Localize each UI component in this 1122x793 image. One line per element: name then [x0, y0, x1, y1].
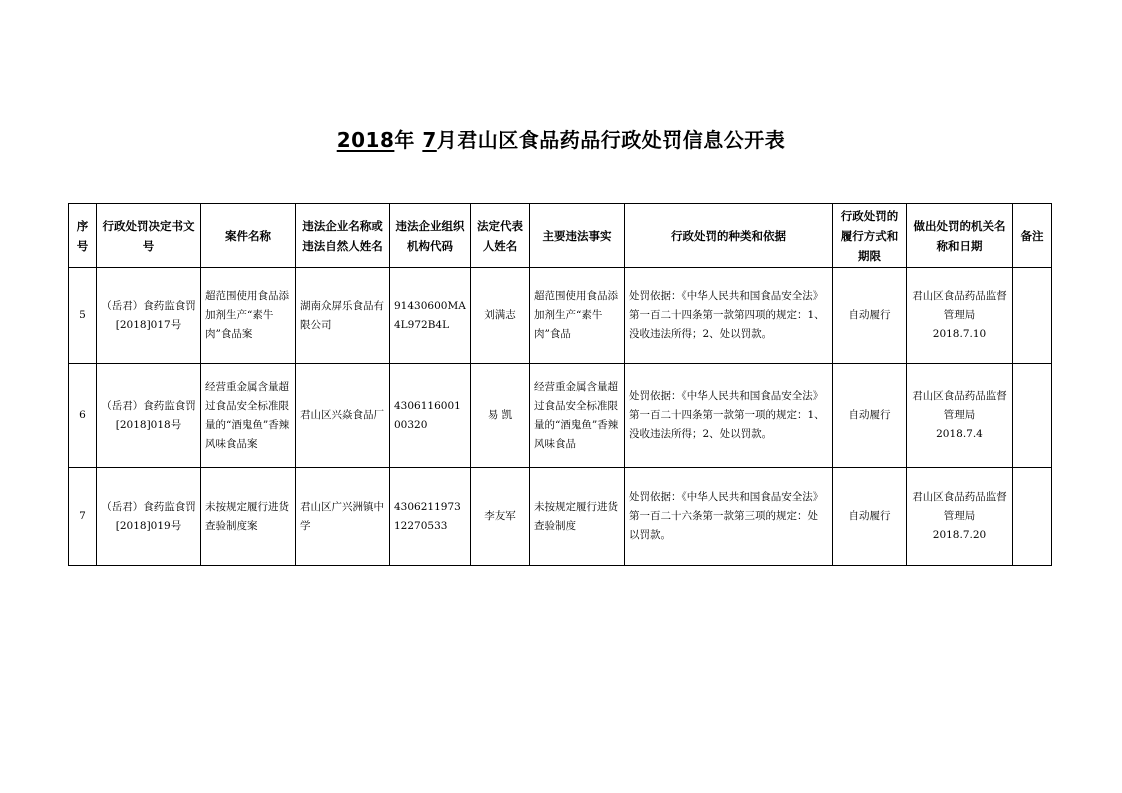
cell-no: 5 — [69, 268, 97, 364]
cell-authority-date — [907, 364, 1013, 468]
col-header-no: 序号 — [69, 204, 97, 268]
table-row — [69, 268, 1052, 364]
cell-case-name: 未按规定履行进货查验制度案 — [201, 468, 296, 566]
title-year: 2018 — [336, 128, 395, 152]
col-header-facts: 主要违法事实 — [530, 204, 625, 268]
title-year-suffix: 年 — [394, 128, 423, 152]
cell-authority-date — [907, 268, 1013, 364]
cell-company: 君山区广兴洲镇中学 — [296, 468, 390, 566]
cell-case-name: 超范围使用食品添加剂生产“素牛肉”食品案 — [201, 268, 296, 364]
cell-no: 6 — [69, 364, 97, 468]
title-month: 7 — [422, 128, 437, 152]
penalty-date: 2018.7.10 — [932, 328, 987, 340]
cell-execution: 自动履行 — [833, 364, 907, 468]
authority-name: 君山区食品药品监督管理局 — [912, 390, 1007, 421]
cell-org-code: 430611600100320 — [390, 364, 471, 468]
cell-org-code: 430621197312270533 — [390, 468, 471, 566]
cell-penalty: 处罚依据：《中华人民共和国食品安全法》第一百二十四条第一款第一项的规定：1、没收违法所得；2、处以罚款。 — [625, 364, 833, 468]
cell-remark — [1013, 468, 1052, 566]
cell-doc-no: （岳君）食药监食罚[2018]018号 — [97, 364, 201, 468]
cell-company: 湖南众屏乐食品有限公司 — [296, 268, 390, 364]
authority-name: 君山区食品药品监督管理局 — [912, 491, 1007, 522]
col-header-doc-no: 行政处罚决定书文号 — [97, 204, 201, 268]
page-title — [0, 124, 1122, 153]
table-row — [69, 468, 1052, 566]
cell-penalty: 处罚依据：《中华人民共和国食品安全法》第一百二十四条第一款第四项的规定：1、没收违法所得；2、处以罚款。 — [625, 268, 833, 364]
table-row — [69, 364, 1052, 468]
col-header-company: 违法企业名称或违法自然人姓名 — [296, 204, 390, 268]
cell-legal-rep: 易 凯 — [471, 364, 530, 468]
cell-org-code: 91430600MA4L972B4L — [390, 268, 471, 364]
col-header-execution: 行政处罚的履行方式和期限 — [833, 204, 907, 268]
cell-penalty: 处罚依据：《中华人民共和国食品安全法》第一百二十六条第一款第三项的规定：处以罚款。 — [625, 468, 833, 566]
cell-authority-date — [907, 468, 1013, 566]
cell-company: 君山区兴焱食品厂 — [296, 364, 390, 468]
col-header-remark: 备注 — [1013, 204, 1052, 268]
col-header-org-code: 违法企业组织机构代码 — [390, 204, 471, 268]
cell-case-name: 经营重金属含量超过食品安全标准限量的“酒鬼鱼”香辣风味食品案 — [201, 364, 296, 468]
cell-execution: 自动履行 — [833, 468, 907, 566]
title-rest: 月君山区食品药品行政处罚信息公开表 — [436, 128, 786, 152]
col-header-penalty: 行政处罚的种类和依据 — [625, 204, 833, 268]
cell-remark — [1013, 268, 1052, 364]
authority-name: 君山区食品药品监督管理局 — [912, 290, 1007, 321]
penalty-info-table — [68, 203, 1052, 566]
cell-facts: 超范围使用食品添加剂生产“素牛肉”食品 — [530, 268, 625, 364]
cell-legal-rep: 李友军 — [471, 468, 530, 566]
cell-doc-no: （岳君）食药监食罚[2018]017号 — [97, 268, 201, 364]
cell-execution: 自动履行 — [833, 268, 907, 364]
table-header-row — [69, 204, 1052, 268]
cell-facts: 经营重金属含量超过食品安全标准限量的“酒鬼鱼”香辣风味食品 — [530, 364, 625, 468]
col-header-legal-rep: 法定代表人姓名 — [471, 204, 530, 268]
penalty-date: 2018.7.20 — [932, 529, 987, 541]
col-header-authority-date: 做出处罚的机关名称和日期 — [907, 204, 1013, 268]
cell-facts: 未按规定履行进货查验制度 — [530, 468, 625, 566]
cell-no: 7 — [69, 468, 97, 566]
col-header-case-name: 案件名称 — [201, 204, 296, 268]
penalty-date: 2018.7.4 — [936, 428, 983, 440]
cell-remark — [1013, 364, 1052, 468]
cell-doc-no: （岳君）食药监食罚[2018]019号 — [97, 468, 201, 566]
cell-legal-rep: 刘满志 — [471, 268, 530, 364]
